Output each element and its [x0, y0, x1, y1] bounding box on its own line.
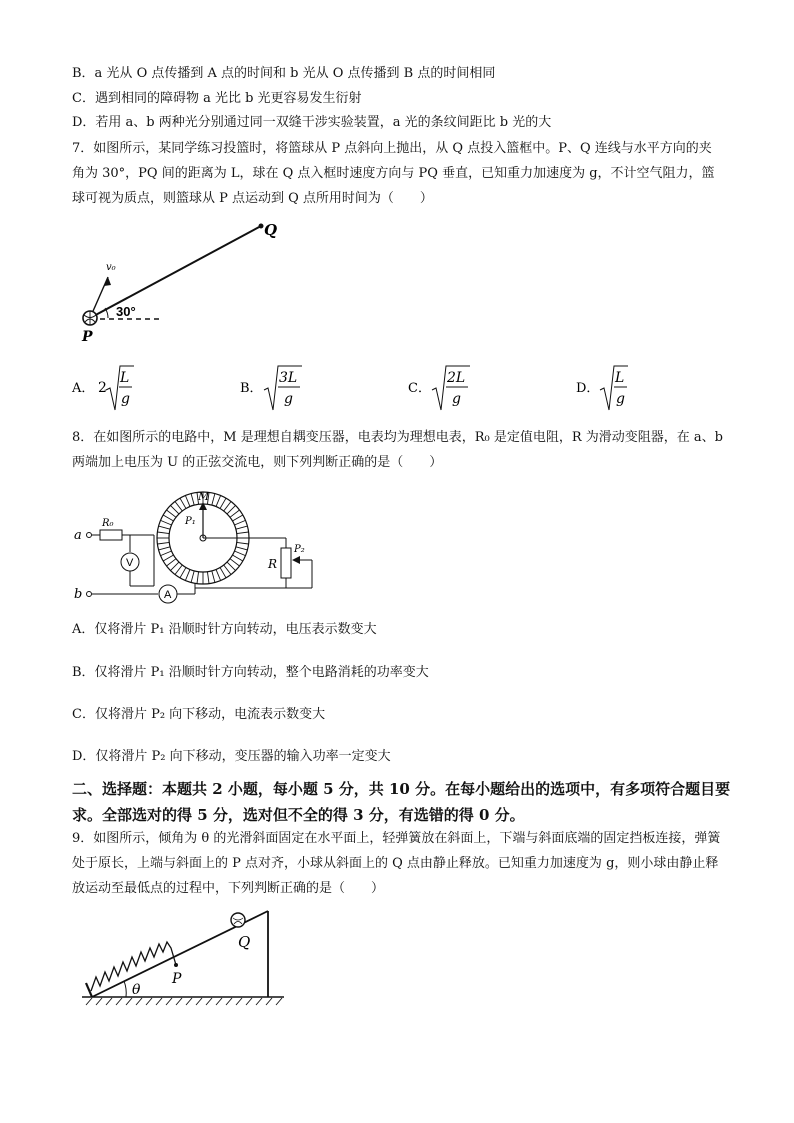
q9-label-p: P	[172, 971, 182, 987]
q7-option-d-den: g	[616, 391, 625, 407]
q7-label-q: Q	[264, 221, 278, 239]
q7-option-d-letter: D．	[576, 381, 600, 396]
q8-label-m: M	[198, 490, 210, 503]
q7-option-a-coef: 2	[98, 380, 107, 396]
q7-label-v0: v₀	[106, 262, 116, 273]
q7-option-b-den: g	[284, 391, 293, 407]
section-2-header: 二、选择题：本题共 2 小题，每小题 5 分，共 10 分。在每小题给出的选项中，有多项符合题目要求。全部选对的得 5 分，选对但不全的得 3 分，有选错的得 0 分。	[72, 780, 731, 824]
q7-stem: 7．如图所示，某同学练习投篮时，将篮球从 P 点斜向上抛出，从 Q 点投入篮框中。P、Q 连线与水平方向的夹角为 30°，PQ 间的距离为 L，球在 Q 点入框时速度方向与 PQ 垂直，已知重力加速度为 g，不计空气阻力，篮球可视为质点，则篮球从 P 点运动到 Q 点所用时间为（ ）	[72, 141, 715, 206]
q8-option-d: D．仅将滑片 P₂ 向下移动，变压器的输入功率一定变大	[72, 749, 391, 764]
q8-terminal-a: a	[74, 528, 82, 543]
q9-stem: 9．如图所示，倾角为 θ 的光滑斜面固定在水平面上，轻弹簧放在斜面上，下端与斜面底端的固定挡板连接，弹簧处于原长，上端与斜面上的 P 点对齐，小球从斜面上的 Q 点由静止释放。已知重力加速度为 g，则小球由静止释放运动至最低点的过程中，下列判断正确的是（ ）	[72, 831, 721, 896]
q7-option-d-num: L	[615, 370, 625, 386]
q7-option-b-letter: B．	[240, 381, 263, 396]
q8-voltmeter-label: V	[126, 557, 134, 569]
q8-stem: 8．在如图所示的电路中，M 是理想自耦变压器，电表均为理想电表，R₀ 是定值电阻，R 为滑动变阻器，在 a、b 两端加上电压为 U 的正弦交流电，则下列判断正确的是（ ）	[72, 430, 723, 470]
q8-label-p2: P₂	[294, 544, 305, 555]
q9-incline-figure	[78, 905, 308, 1015]
q9-angle-theta: θ	[132, 982, 141, 998]
q7-option-c-letter: C．	[408, 381, 431, 396]
q8-label-r0: R₀	[102, 518, 114, 529]
q8-circuit-figure	[72, 490, 332, 605]
q7-label-p: P	[82, 329, 93, 345]
q8-ammeter-label: A	[164, 589, 172, 601]
q7-option-c-num: 2L	[447, 370, 466, 386]
q6-option-b: B．a 光从 O 点传播到 A 点的时间和 b 光从 O 点传播到 B 点的时间相同	[72, 66, 496, 81]
q6-option-d: D．若用 a、b 两种光分别通过同一双缝干涉实验装置，a 光的条纹间距比 b 光的大	[72, 115, 552, 130]
q8-option-a: A．仅将滑片 P₁ 沿顺时针方向转动，电压表示数变大	[72, 622, 377, 637]
q7-option-a-letter: A．	[72, 381, 95, 396]
q7-angle-label: 30°	[116, 304, 136, 319]
q7-figure	[78, 222, 318, 352]
q6-option-c: C．遇到相同的障碍物 a 光比 b 光更容易发生衍射	[72, 91, 362, 106]
q9-label-q: Q	[238, 933, 251, 951]
q8-label-r: R	[268, 557, 278, 571]
q7-option-c-den: g	[452, 391, 461, 407]
q7-option-a-den: g	[121, 391, 130, 407]
q8-option-c: C．仅将滑片 P₂ 向下移动，电流表示数变大	[72, 707, 326, 722]
q8-terminal-b: b	[74, 587, 83, 602]
q7-option-a-num: L	[120, 370, 130, 386]
q8-label-p1: P₁	[185, 516, 196, 527]
q7-option-b-num: 3L	[279, 370, 298, 386]
q8-option-b: B．仅将滑片 P₁ 沿顺时针方向转动，整个电路消耗的功率变大	[72, 665, 429, 680]
